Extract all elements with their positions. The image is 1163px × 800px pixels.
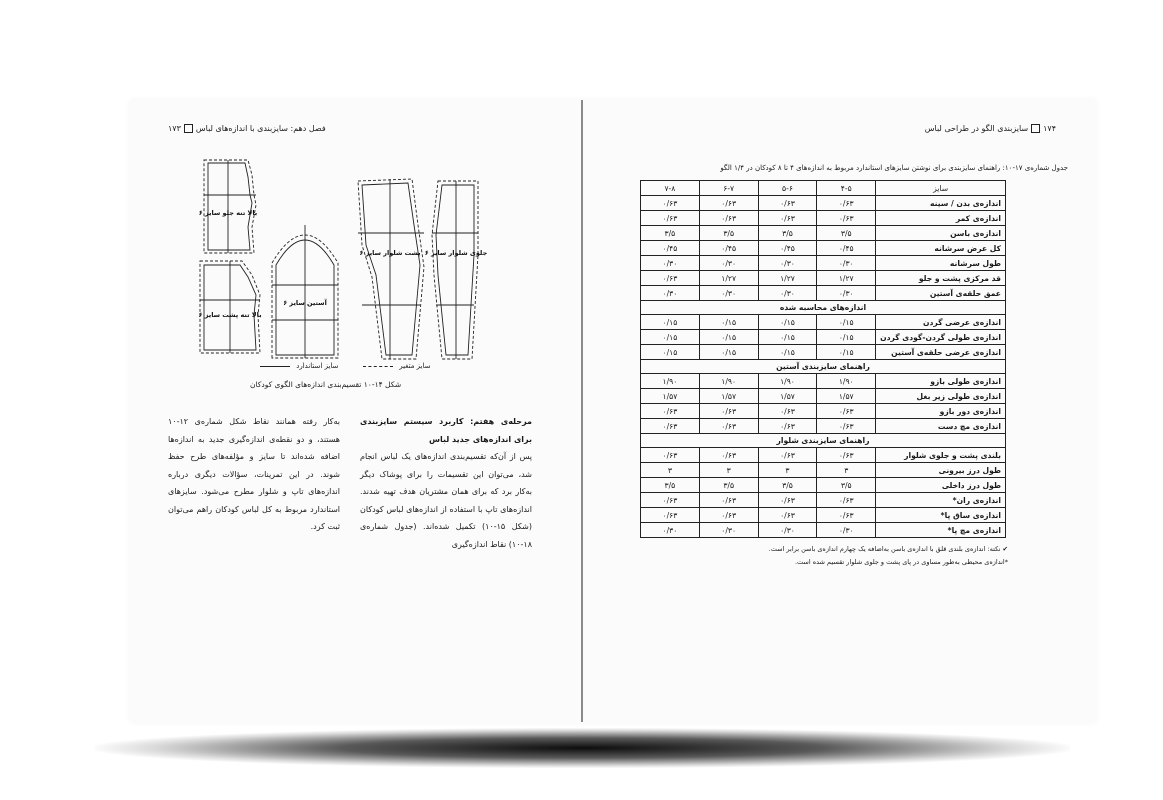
table-row <box>641 271 1006 286</box>
table-group-sleeve <box>641 374 1006 434</box>
column-header: ۵-۶ <box>758 181 817 196</box>
table-cell: ۰/۴۵ <box>699 241 758 256</box>
table-cell: ۰/۶۳ <box>641 271 700 286</box>
paragraph: به‌کار رفته همانند نقاط شکل شماره‌ی ۱۲-۱۰ هستند، و دو نقطه‌ی اندازه‌گیری جدید به اندازه‌ها اضافه شده‌اند تا سایز و مؤلفه‌های طرح حفظ شوند. در این تمرینات، سؤالات دیگری درباره اندازه‌های تاپ و شلوار مطرح می‌شود. سایزهای استاندارد مربوط به کل لباس کودکان راهم می‌توان ثبت کرد. <box>168 417 340 531</box>
table-notes <box>643 543 1008 569</box>
left-page <box>130 100 583 722</box>
table-cell: ۳ <box>641 463 700 478</box>
section-label: اندازه‌های محاسبه شده <box>641 301 1006 315</box>
row-label: اندازه‌ی عرضی حلقه‌ی آستین <box>876 345 1006 360</box>
table-cell: ۰/۶۳ <box>817 211 876 226</box>
front-bodice-label: بالا تنه جلو سایز ۶ <box>198 209 258 217</box>
table-cell: ۰/۳۰ <box>699 286 758 301</box>
table-cell: ۰/۶۳ <box>641 508 700 523</box>
table-row <box>641 508 1006 523</box>
table-row <box>641 478 1006 493</box>
table-cell: ۱/۵۷ <box>758 389 817 404</box>
table-cell: ۳ <box>699 463 758 478</box>
right-running-head <box>925 124 1056 133</box>
legend-standard-text: سایز استاندارد <box>296 362 339 370</box>
table-title: جدول شماره‌ی ۱۷-۱۰: راهنمای سایزبندی برای نوشتن سایزهای استاندارد مربوط به اندازه‌های ۴ تا ۸ کودکان در ۱/۴ الگو <box>720 164 1068 172</box>
column-header: سایز <box>876 181 1006 196</box>
square-icon <box>1031 124 1040 133</box>
table-cell: ۰/۱۵ <box>817 330 876 345</box>
table-cell: ۰/۶۳ <box>699 404 758 419</box>
table-cell: ۰/۳۰ <box>699 256 758 271</box>
table-cell: ۰/۳۰ <box>641 286 700 301</box>
table-row <box>641 196 1006 211</box>
table-cell: ۰/۱۵ <box>699 330 758 345</box>
table-cell: ۱/۵۷ <box>699 389 758 404</box>
table-cell: ۰/۱۵ <box>699 345 758 360</box>
text-column-right <box>360 413 532 553</box>
table-cell: ۰/۶۳ <box>641 196 700 211</box>
row-label: اندازه‌ی دور بازو <box>876 404 1006 419</box>
table-cell: ۱/۹۰ <box>758 374 817 389</box>
legend-variable <box>363 362 430 370</box>
table-cell: ۰/۴۵ <box>817 241 876 256</box>
table-cell: ۳ <box>758 463 817 478</box>
pattern-figure <box>190 155 488 375</box>
table-row <box>641 315 1006 330</box>
row-label: بلندی پشت و جلوی شلوار <box>876 448 1006 463</box>
table-cell: ۳/۵ <box>817 226 876 241</box>
table-row <box>641 226 1006 241</box>
table-cell: ۰/۶۳ <box>641 493 700 508</box>
table-cell: ۰/۶۳ <box>817 419 876 434</box>
table-row <box>641 211 1006 226</box>
table-row <box>641 419 1006 434</box>
right-page-number: ۱۷۴ <box>1043 124 1056 133</box>
table-cell: ۰/۳۰ <box>817 286 876 301</box>
table-cell: ۰/۶۳ <box>817 493 876 508</box>
table-row <box>641 523 1006 538</box>
table-cell: ۱/۲۷ <box>817 271 876 286</box>
section-row <box>641 434 1006 448</box>
table-cell: ۱/۹۰ <box>699 374 758 389</box>
table-cell: ۰/۳۰ <box>641 256 700 271</box>
table-group-main <box>641 196 1006 301</box>
table-cell: ۳/۵ <box>758 478 817 493</box>
table-cell: ۰/۴۵ <box>758 241 817 256</box>
table-cell: ۰/۶۳ <box>641 211 700 226</box>
back-bodice-label: بالا تنه پشت سایز ۶ <box>198 311 262 319</box>
row-label: طول سرشانه <box>876 256 1006 271</box>
row-label: اندازه‌ی باسن <box>876 226 1006 241</box>
row-label: اندازه‌ی طولی بازو <box>876 374 1006 389</box>
table-cell: ۰/۶۳ <box>758 211 817 226</box>
table-cell: ۰/۶۳ <box>758 404 817 419</box>
table-row <box>641 404 1006 419</box>
trouser-front-label: جلوی شلوار سایز ۶ <box>424 249 488 257</box>
row-label: عمق حلقه‌ی آستین <box>876 286 1006 301</box>
table-cell: ۰/۳۰ <box>817 256 876 271</box>
row-label: کل عرض سرشانه <box>876 241 1006 256</box>
dashed-line-swatch <box>363 366 393 367</box>
row-label: اندازه‌ی مچ دست <box>876 419 1006 434</box>
table-cell: ۰/۱۵ <box>641 315 700 330</box>
table-cell: ۳/۵ <box>641 478 700 493</box>
column-header: ۴-۵ <box>817 181 876 196</box>
table-cell: ۰/۱۵ <box>758 330 817 345</box>
row-label: اندازه‌ی طولی گردن-گودی گردن <box>876 330 1006 345</box>
table-cell: ۰/۶۳ <box>817 508 876 523</box>
table-cell: ۰/۱۵ <box>641 345 700 360</box>
table-cell: ۰/۳۰ <box>758 256 817 271</box>
left-page-number: ۱۷۳ <box>168 124 181 133</box>
table-cell: ۰/۶۳ <box>699 211 758 226</box>
table-cell: ۰/۱۵ <box>817 315 876 330</box>
section-label: راهنمای سایزبندی شلوار <box>641 434 1006 448</box>
right-running-head-text: سایزبندی الگو در طراحی لباس <box>924 124 1029 133</box>
row-label: طول درز داخلی <box>876 478 1006 493</box>
table-row <box>641 463 1006 478</box>
table-cell: ۰/۶۳ <box>817 448 876 463</box>
table-cell: ۰/۱۵ <box>641 330 700 345</box>
table-cell: ۳/۵ <box>758 226 817 241</box>
table-cell: ۳ <box>817 463 876 478</box>
table-row <box>641 389 1006 404</box>
right-page <box>583 100 1096 722</box>
column-header: ۶-۷ <box>699 181 758 196</box>
left-running-head-text: فصل دهم: سایزبندی با اندازه‌های لباس <box>195 124 326 133</box>
legend-standard <box>260 362 338 370</box>
table-cell: ۰/۶۳ <box>641 419 700 434</box>
table-cell: ۰/۶۳ <box>817 196 876 211</box>
table-row <box>641 241 1006 256</box>
row-label: طول درز بیرونی <box>876 463 1006 478</box>
table-cell: ۱/۲۷ <box>699 271 758 286</box>
row-label: اندازه‌ی مچ پا* <box>876 523 1006 538</box>
table-group-computed <box>641 315 1006 360</box>
table-row <box>641 448 1006 463</box>
table-cell: ۱/۹۰ <box>641 374 700 389</box>
table-cell: ۰/۶۳ <box>699 448 758 463</box>
table-row <box>641 256 1006 271</box>
table-header-row <box>641 181 1006 196</box>
table-cell: ۰/۳۰ <box>641 523 700 538</box>
figure-caption: شکل ۱۴-۱۰ تقسیم‌بندی اندازه‌های الگوی کودکان <box>250 380 402 389</box>
table-cell: ۰/۱۵ <box>699 315 758 330</box>
trouser-back-label: پشت شلوار سایز ۶ <box>359 249 421 257</box>
table-cell: ۰/۶۳ <box>699 508 758 523</box>
table-cell: ۰/۶۳ <box>699 493 758 508</box>
table-cell: ۱/۵۷ <box>817 389 876 404</box>
square-icon <box>184 124 193 133</box>
section-label: راهنمای سایزبندی آستین <box>641 360 1006 374</box>
legend-variable-text: سایز متغیر <box>399 362 431 370</box>
table-cell: ۳/۵ <box>699 478 758 493</box>
left-running-head <box>168 124 326 133</box>
table-cell: ۳/۵ <box>641 226 700 241</box>
paragraph: پس از آن‌که تقسیم‌بندی اندازه‌های یک لباس انجام شد، می‌توان این تقسیمات را برای پوشاک دیگر به‌کار برد که برای همان مشتریان هدف تهیه شدند. اندازه‌های تاپ با استفاده از اندازه‌های لباس کودکان (شکل ۱۵-۱۰) تکمیل شده‌اند. (جدول شماره‌ی ۱۸-۱۰) نقاط اندازه‌گیری <box>360 452 533 549</box>
table-row <box>641 286 1006 301</box>
table-row <box>641 345 1006 360</box>
table-cell: ۰/۶۳ <box>758 419 817 434</box>
table-cell: ۰/۳۰ <box>758 523 817 538</box>
table-cell: ۰/۳۰ <box>817 523 876 538</box>
table-cell: ۳/۵ <box>699 226 758 241</box>
section-heading: مرحله‌ی هفتم: کاربرد سیستم سایزبندی برای اندازه‌های جدید لباس <box>360 417 532 444</box>
table-cell: ۰/۳۰ <box>699 523 758 538</box>
table-cell: ۰/۳۰ <box>758 286 817 301</box>
table-cell: ۱/۲۷ <box>758 271 817 286</box>
section-row <box>641 301 1006 315</box>
table-cell: ۰/۱۵ <box>817 345 876 360</box>
open-book <box>130 100 1096 722</box>
book-shadow <box>95 728 1070 768</box>
table-cell: ۰/۶۳ <box>758 493 817 508</box>
table-cell: ۱/۵۷ <box>641 389 700 404</box>
table-cell: ۰/۶۳ <box>758 508 817 523</box>
section-row <box>641 360 1006 374</box>
column-header: ۷-۸ <box>641 181 700 196</box>
table-row <box>641 330 1006 345</box>
row-label: اندازه‌ی کمر <box>876 211 1006 226</box>
table-cell: ۰/۱۵ <box>758 315 817 330</box>
sizing-table <box>640 180 1006 538</box>
table-group-trouser <box>641 448 1006 538</box>
note-line: ✔ نکته: اندازه‌ی بلندی قلق با اندازه‌ی باسن به‌اضافه یک چهارم اندازه‌ی باسن برابر است. <box>768 545 1008 553</box>
table-cell: ۰/۴۵ <box>641 241 700 256</box>
text-column-left <box>168 413 340 536</box>
table-cell: ۰/۶۳ <box>699 419 758 434</box>
table-cell: ۰/۶۳ <box>758 196 817 211</box>
table-cell: ۰/۶۳ <box>758 448 817 463</box>
table-cell: ۰/۶۳ <box>641 404 700 419</box>
row-label: اندازه‌ی عرضی گردن <box>876 315 1006 330</box>
row-label: اندازه‌ی ساق پا* <box>876 508 1006 523</box>
sleeve-label: آستین سایز ۶ <box>283 299 327 307</box>
table-row <box>641 374 1006 389</box>
table-cell: ۰/۶۳ <box>699 196 758 211</box>
row-label: قد مرکزی پشت و جلو <box>876 271 1006 286</box>
table-cell: ۱/۹۰ <box>817 374 876 389</box>
table-cell: ۰/۱۵ <box>758 345 817 360</box>
row-label: اندازه‌ی ران* <box>876 493 1006 508</box>
row-label: اندازه‌ی بدن / سینه <box>876 196 1006 211</box>
table-row <box>641 493 1006 508</box>
table-cell: ۰/۶۳ <box>641 448 700 463</box>
solid-line-swatch <box>260 366 290 367</box>
table-cell: ۰/۶۳ <box>817 404 876 419</box>
row-label: اندازه‌ی طولی زیر بغل <box>876 389 1006 404</box>
note-line: *اندازه‌ی محیطی به‌طور مساوی در پای پشت و جلوی شلوار تقسیم شده است. <box>794 558 1008 566</box>
table-cell: ۳/۵ <box>817 478 876 493</box>
